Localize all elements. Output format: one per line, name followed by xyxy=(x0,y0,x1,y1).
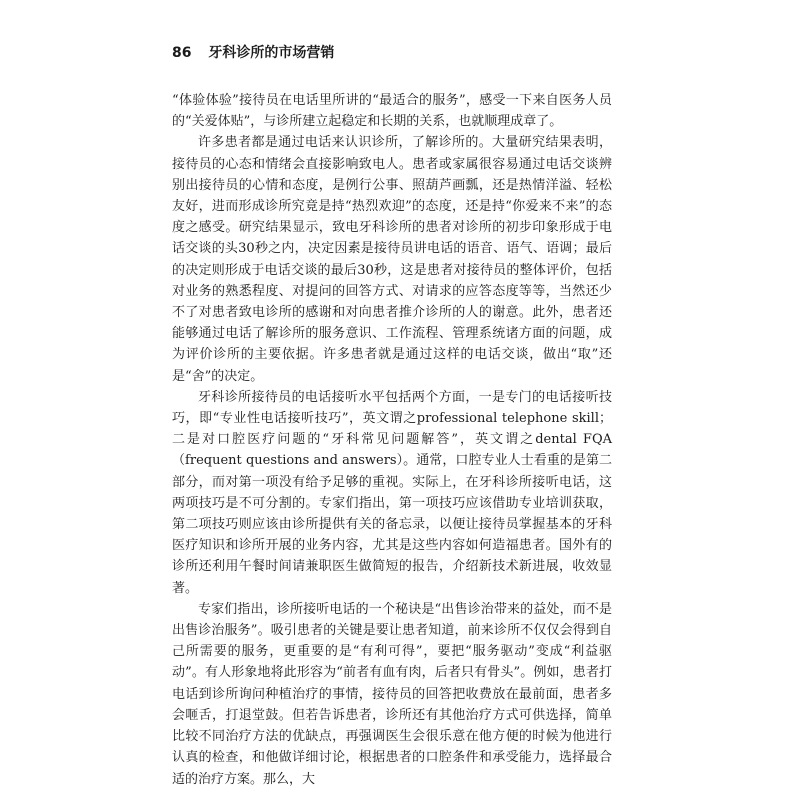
paragraph-1: “体验体验”接待员在电话里所讲的“最适合的服务”，感受一下来自医务人员的“关爱体贴”，与诊所建立起稳定和长期的关系，也就顺理成章了。 xyxy=(172,93,612,130)
page-number: 86 xyxy=(172,45,192,61)
running-head xyxy=(172,42,632,64)
book-title: 牙科诊所的市场营销 xyxy=(208,45,335,61)
paragraph-3: 牙科诊所接待员的电话接听水平包括两个方面，一是专门的电话接听技巧，即“专业性电话接听技巧”，英文谓之professional telephone skill；二是对口腔医疗问题的“牙科常见问题解答”，英文谓之dental FQA（frequent questions and answers）。通常，口腔专业人士看重的是第二部分，而对第一项没有给予足够的重视。实际上，在牙科诊所接听电话，这两项技巧是不可分割的。专家们指出，第一项技巧应该借助专业培训获取，第二项技巧则应该由诊所提供有关的备忘录，以便让接待员掌握基本的牙科医疗知识和诊所开展的业务内容，尤其是这些内容如何造福患者。国外有的诊所还利用午餐时间请兼职医生做简短的报告，介绍新技术新进展，收效显著。 xyxy=(172,389,612,596)
paragraph-4: 专家们指出，诊所接听电话的一个秘诀是“出售诊治带来的益处，而不是出售诊治服务”。吸引患者的关键是要让患者知道，前来诊所不仅仅会得到自己所需要的服务，更重要的是“有利可得”，要把“服务驱动”变成“利益驱动”。有人形象地将此形容为“前者有血有肉，后者只有骨头”。例如，患者打电话到诊所询问种植治疗的事情，接待员的回答把收费放在最前面，患者多会咂舌，打退堂鼓。但若告诉患者，诊所还有其他治疗方式可供选择，简单比较不同治疗方法的优缺点，再强调医生会很乐意在他方便的时候为他进行认真的检查，和他做详细讨论，根据患者的口腔条件和承受能力，选择最合适的治疗方案。那么，大 xyxy=(172,601,612,787)
body-text xyxy=(172,90,612,790)
paragraph-2: 许多患者都是通过电话来认识诊所，了解诊所的。大量研究结果表明，接待员的心态和情绪会直接影响致电人。患者或家属很容易通过电话交谈辨别出接待员的心情和态度，是例行公事、照葫芦画瓢，还是热情洋溢、轻松友好，进而形成诊所究竟是持“热烈欢迎”的态度，还是持“你爱来不来”的态度之感受。研究结果显示，致电牙科诊所的患者对诊所的初步印象形成于电话交谈的头30秒之内，决定因素是接待员讲电话的语音、语气、语调；最后的决定则形成于电话交谈的最后30秒，这是患者对接待员的整体评价，包括对业务的熟悉程度、对提问的回答方式、对请求的应答态度等等，当然还少不了对患者致电诊所的感谢和对向患者推介诊所的人的谢意。此外，患者还能够通过电话了解诊所的服务意识、工作流程、管理系统诸方面的问题，成为评价诊所的主要依据。许多患者就是通过这样的电话交谈，做出“取”还是“舍”的决定。 xyxy=(172,135,612,384)
